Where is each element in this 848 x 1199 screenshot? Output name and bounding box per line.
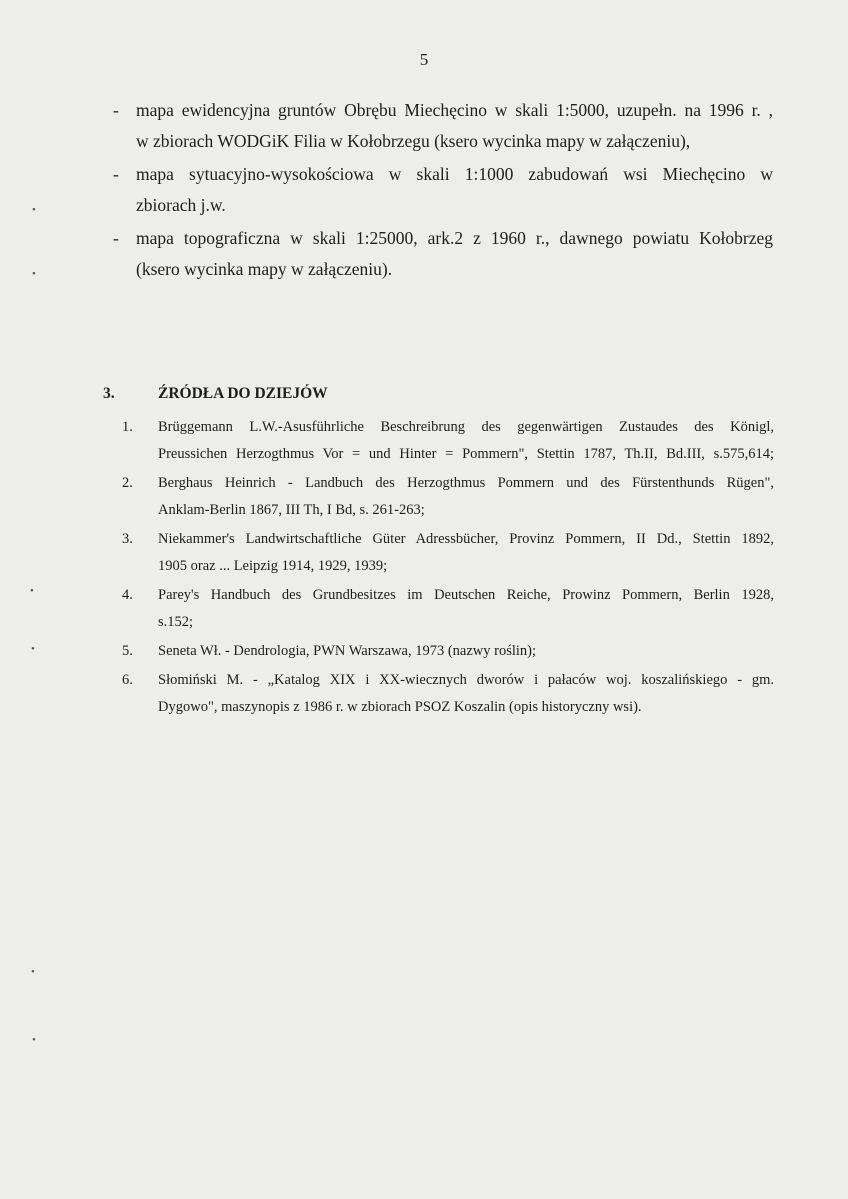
- source-number: 5.: [122, 643, 133, 659]
- source-number: 4.: [122, 587, 133, 603]
- text-line: Słomiński M. - „Katalog XIX i XX-wiecznych dworów i pałaców woj. koszalińskiego - gm.: [158, 672, 774, 688]
- source-text: [158, 667, 774, 721]
- margin-speck: •: [32, 1034, 36, 1046]
- map-list-item: [113, 159, 773, 221]
- section-number: 3.: [103, 385, 115, 402]
- text-line: s.152;: [158, 614, 194, 630]
- map-item-text: [136, 223, 773, 285]
- text-line: Berghaus Heinrich - Landbuch des Herzogthmus Pommern und des Fürstenthunds Rügen",: [158, 475, 774, 491]
- text-line: Brüggemann L.W.-Asusführliche Beschreibrung des gegenwärtigen Zustaudes des Königl,: [158, 419, 774, 435]
- source-text: [158, 638, 774, 665]
- margin-speck: •: [32, 204, 36, 216]
- text-line: (ksero wycinka mapy w załączeniu).: [136, 259, 393, 279]
- source-text: [158, 526, 774, 580]
- list-dash: -: [113, 164, 119, 184]
- text-line: Preussichen Herzogthmus Vor = und Hinter = Pommern", Stettin 1787, Th.II, Bd.III, s.575,614;: [158, 446, 774, 462]
- section-heading: [103, 385, 328, 403]
- source-number: 3.: [122, 531, 133, 547]
- source-item: [122, 470, 774, 524]
- list-dash: -: [113, 228, 119, 248]
- text-line: Dygowo", maszynopis z 1986 r. w zbiorach PSOZ Koszalin (opis historyczny wsi).: [158, 699, 642, 715]
- text-line: mapa ewidencyjna gruntów Obrębu Miechęcino w skali 1:5000, uzupełn. na 1996 r. ,: [136, 100, 773, 120]
- source-text: [158, 470, 774, 524]
- text-line: w zbiorach WODGiK Filia w Kołobrzegu (ksero wycinka mapy w załączeniu),: [136, 131, 691, 151]
- source-number: 1.: [122, 419, 133, 435]
- map-list-item: [113, 95, 773, 157]
- margin-speck: •: [31, 966, 35, 978]
- source-item: [122, 526, 774, 580]
- margin-speck: •: [31, 643, 35, 655]
- source-text: [158, 414, 774, 468]
- source-number: 6.: [122, 672, 133, 688]
- text-line: Parey's Handbuch des Grundbesitzes im Deutschen Reiche, Prowinz Pommern, Berlin 1928,: [158, 587, 774, 603]
- sources-list: [122, 414, 774, 723]
- map-list: [113, 95, 773, 287]
- page-number: 5: [419, 50, 429, 69]
- text-line: Niekammer's Landwirtschaftliche Güter Adressbücher, Provinz Pommern, II Dd., Stettin 1892,: [158, 531, 774, 547]
- text-line: Anklam-Berlin 1867, III Th, I Bd, s. 261-263;: [158, 502, 425, 518]
- source-item: [122, 667, 774, 721]
- margin-speck: •: [32, 268, 36, 280]
- text-line: mapa sytuacyjno-wysokościowa w skali 1:1000 zabudowań wsi Miechęcino w: [136, 164, 773, 184]
- text-line: zbiorach j.w.: [136, 195, 226, 215]
- source-item: [122, 414, 774, 468]
- map-item-text: [136, 159, 773, 221]
- margin-speck: •: [30, 585, 34, 597]
- text-line: mapa topograficzna w skali 1:25000, ark.2 z 1960 r., dawnego powiatu Kołobrzeg: [136, 228, 773, 248]
- text-line: 1905 oraz ... Leipzig 1914, 1929, 1939;: [158, 558, 388, 574]
- map-list-item: [113, 223, 773, 285]
- source-item: [122, 582, 774, 636]
- source-number: 2.: [122, 475, 133, 491]
- list-dash: -: [113, 100, 119, 120]
- source-item: [122, 638, 774, 665]
- source-text: [158, 582, 774, 636]
- section-title: ŹRÓDŁA DO DZIEJÓW: [158, 385, 328, 402]
- text-line: Seneta Wł. - Dendrologia, PWN Warszawa, 1973 (nazwy roślin);: [158, 643, 537, 659]
- map-item-text: [136, 95, 773, 157]
